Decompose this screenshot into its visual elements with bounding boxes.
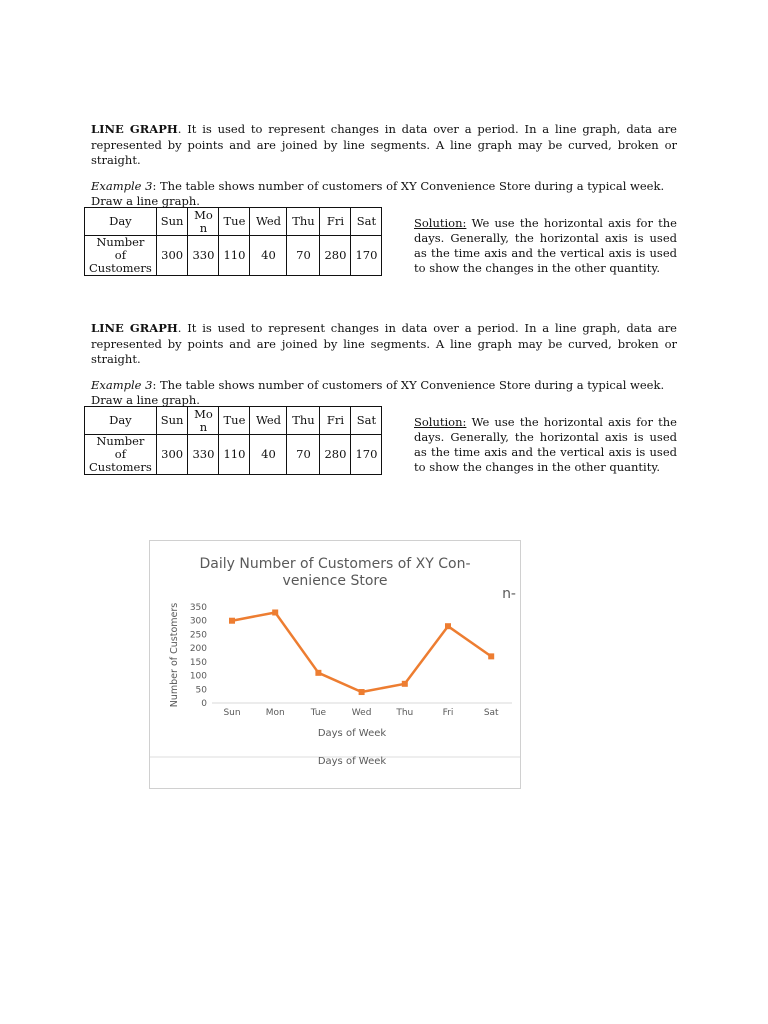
table-cell: 170	[351, 435, 382, 475]
y-tick-label: 150	[189, 657, 207, 668]
table-cell: Tue	[219, 407, 250, 435]
table-cell: Tue	[219, 208, 250, 236]
line-chart-svg	[150, 541, 520, 788]
table-cell: 70	[287, 435, 320, 475]
chart-title: venience Store	[282, 573, 388, 589]
y-tick-label: 350	[189, 603, 207, 613]
table-cell: Thu	[287, 407, 320, 435]
section-1	[91, 122, 677, 209]
example-label: Example 3	[91, 178, 153, 193]
table-cell: Wed	[250, 407, 287, 435]
table-cell: Sat	[351, 407, 382, 435]
x-tick-label: Fri	[442, 708, 454, 718]
data-point	[315, 670, 321, 676]
data-point	[488, 653, 494, 659]
heading-line-graph: LINE GRAPH	[91, 321, 178, 335]
table-cell: 300	[156, 435, 188, 475]
data-point	[445, 623, 451, 629]
solution-text: We use the horizontal axis for the days. Generally, the horizontal axis is used as the time axis and the vertical axis is used to show the changes in the other quantity.	[414, 216, 677, 275]
table-cell: 280	[320, 435, 351, 475]
x-tick-label: Tue	[310, 708, 327, 718]
y-tick-label: 200	[189, 644, 207, 655]
table-cell: Sun	[156, 208, 188, 236]
table-cell: Fri	[320, 208, 351, 236]
definition-paragraph	[91, 321, 677, 368]
chart-title-ghost: n-	[502, 586, 516, 602]
x-axis-label: Days of Week	[317, 728, 387, 739]
chart-title: Daily Number of Customers of XY Con-	[199, 556, 471, 572]
definition-text: . It is used to represent changes in data over a period. In a line graph, data are represented by points and are joined by line segments. A line graph may be curved, broken or straight.	[91, 321, 677, 366]
example-text: : The table shows number of customers of XY Convenience Store during a typical week. Draw a line graph.	[91, 377, 665, 407]
example-label: Example 3	[91, 377, 153, 392]
x-tick-label: Sun	[223, 708, 241, 718]
table-cell: 330	[188, 435, 219, 475]
data-point	[229, 618, 235, 624]
y-tick-label: 300	[189, 616, 207, 627]
table-cell: 330	[188, 236, 219, 276]
table-row	[85, 407, 382, 435]
data-point	[359, 689, 365, 695]
solution-text: We use the horizontal axis for the days. Generally, the horizontal axis is used as the time axis and the vertical axis is used to show the changes in the other quantity.	[414, 415, 677, 474]
table-cell: Mo n	[188, 407, 219, 435]
definition-paragraph	[91, 122, 677, 169]
table-cell: 280	[320, 236, 351, 276]
x-tick-label: Sat	[483, 708, 499, 718]
table-cell: 40	[250, 236, 287, 276]
table-header-customers: Number of Customers	[85, 435, 157, 475]
heading-line-graph: LINE GRAPH	[91, 122, 178, 136]
table-row	[85, 208, 382, 236]
example-text: : The table shows number of customers of XY Convenience Store during a typical week. Draw a line graph.	[91, 178, 665, 208]
table-header-day: Day	[85, 407, 157, 435]
table-row	[85, 236, 382, 276]
table-cell: Wed	[250, 208, 287, 236]
data-point	[402, 681, 408, 687]
table-cell: 70	[287, 236, 320, 276]
table-cell: Sat	[351, 208, 382, 236]
solution-paragraph	[414, 216, 677, 276]
table-cell: 110	[219, 236, 250, 276]
y-tick-label: 0	[201, 699, 207, 709]
table-cell: 170	[351, 236, 382, 276]
x-axis-label-ghost: Days of Week	[317, 756, 387, 767]
line-chart	[149, 540, 521, 789]
table-cell: 40	[250, 435, 287, 475]
table-cell: 300	[156, 236, 188, 276]
definition-text: . It is used to represent changes in data over a period. In a line graph, data are represented by points and are joined by line segments. A line graph may be curved, broken or straight.	[91, 122, 677, 167]
example-paragraph	[91, 179, 677, 209]
y-tick-label: 100	[189, 671, 207, 682]
table-cell: Mo n	[188, 208, 219, 236]
x-tick-label: Wed	[351, 708, 372, 718]
y-tick-label: 250	[189, 630, 207, 641]
table-cell: 110	[219, 435, 250, 475]
solution-label: Solution:	[414, 216, 467, 230]
section-2	[91, 321, 677, 408]
x-tick-label: Thu	[396, 708, 414, 718]
y-tick-label: 50	[195, 685, 207, 696]
customers-table	[84, 406, 382, 475]
x-tick-label: Mon	[265, 708, 285, 718]
example-paragraph	[91, 378, 677, 408]
table-row	[85, 435, 382, 475]
table-cell: Fri	[320, 407, 351, 435]
table-header-customers: Number of Customers	[85, 236, 157, 276]
table-cell: Thu	[287, 208, 320, 236]
table-header-day: Day	[85, 208, 157, 236]
solution-label: Solution:	[414, 415, 467, 429]
solution-paragraph	[414, 415, 677, 475]
data-point	[272, 609, 278, 615]
y-axis-label: Number of Customers	[169, 602, 180, 708]
series-line	[232, 612, 491, 692]
customers-table	[84, 207, 382, 276]
table-cell: Sun	[156, 407, 188, 435]
